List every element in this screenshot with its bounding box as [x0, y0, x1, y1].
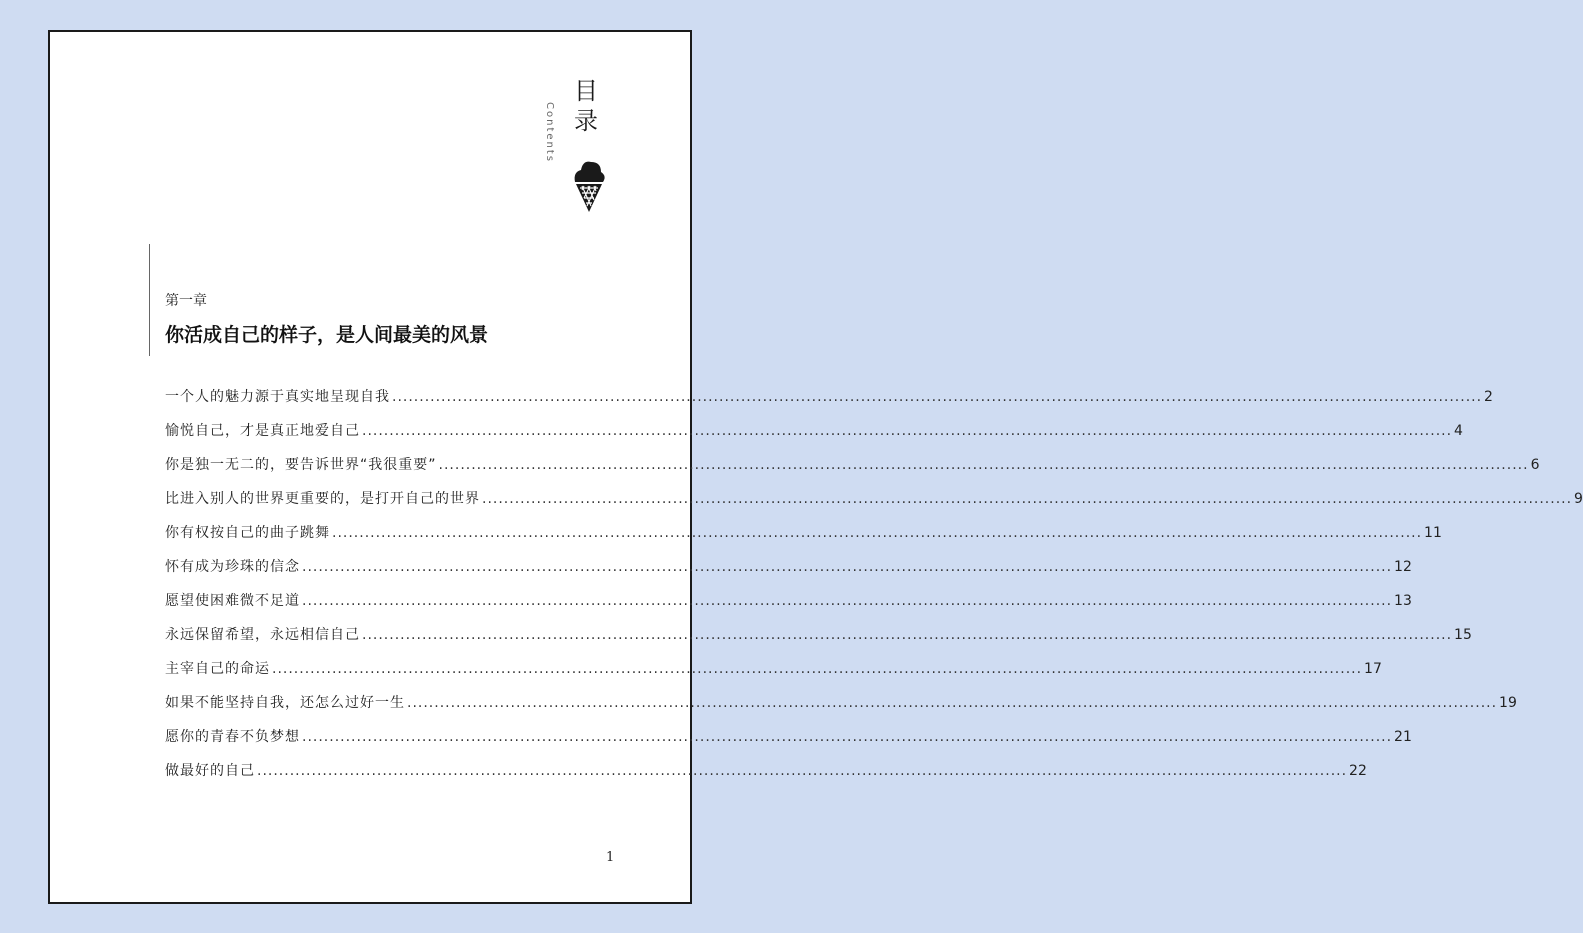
- toc-entry[interactable]: [165, 624, 1472, 658]
- toc-entry-title: 愿望使困难微不足道: [165, 593, 300, 609]
- toc-leader-dots: ........................................................................................................................................................................................................: [482, 491, 1573, 507]
- toc-leader-dots: ........................................................................................................................................................................................................: [332, 525, 1423, 541]
- book-page: [48, 30, 1583, 904]
- toc-entry-title: 比进入别人的世界更重要的，是打开自己的世界: [165, 491, 480, 507]
- toc-entry[interactable]: [165, 522, 1442, 556]
- toc-subtitle: Contents: [544, 102, 555, 163]
- toc-entry-page: 15: [1454, 627, 1472, 643]
- toc-entry[interactable]: [165, 386, 1493, 420]
- toc-entry-title: 愿你的青春不负梦想: [165, 729, 300, 745]
- toc-entry-title: 怀有成为珍珠的信念: [165, 559, 300, 575]
- ice-cream-icon: [571, 158, 607, 214]
- toc-entry-title: 你有权按自己的曲子跳舞: [165, 525, 330, 541]
- chapter-label: 第一章: [165, 293, 207, 309]
- toc-entry[interactable]: [165, 658, 1382, 692]
- toc-entry[interactable]: [165, 420, 1463, 454]
- toc-entry-page: 17: [1364, 661, 1382, 677]
- toc-entry-title: 做最好的自己: [165, 763, 255, 779]
- toc-entry-title: 你是独一无二的，要告诉世界“我很重要”: [165, 457, 437, 473]
- toc-entry-page: 4: [1454, 423, 1463, 439]
- toc-entry[interactable]: [165, 454, 1540, 488]
- toc-entry-page: 9: [1574, 491, 1583, 507]
- toc-leader-dots: ........................................................................................................................................................................................................: [302, 729, 1393, 745]
- toc-entry-page: 21: [1394, 729, 1412, 745]
- page-number: 1: [606, 850, 615, 865]
- toc-leader-dots: ........................................................................................................................................................................................................: [438, 457, 1529, 473]
- toc-heading-char: 目: [574, 77, 598, 105]
- toc-leader-dots: ........................................................................................................................................................................................................: [302, 559, 1393, 575]
- toc-leader-dots: ........................................................................................................................................................................................................: [407, 695, 1498, 711]
- toc-entry[interactable]: [165, 726, 1412, 760]
- chapter-rule: [149, 244, 150, 356]
- toc-entry-page: 22: [1349, 763, 1367, 779]
- toc-leader-dots: ........................................................................................................................................................................................................: [362, 423, 1453, 439]
- toc-entry-page: 2: [1484, 389, 1493, 405]
- toc-leader-dots: ........................................................................................................................................................................................................: [272, 661, 1363, 677]
- toc-entry[interactable]: [165, 692, 1517, 726]
- toc-entry-title: 主宰自己的命运: [165, 661, 270, 677]
- toc-entry-page: 11: [1424, 525, 1442, 541]
- toc-leader-dots: ........................................................................................................................................................................................................: [302, 593, 1393, 609]
- toc-entry-title: 愉悦自己，才是真正地爱自己: [165, 423, 360, 439]
- toc-entry[interactable]: [165, 760, 1367, 794]
- toc-leader-dots: ........................................................................................................................................................................................................: [257, 763, 1348, 779]
- toc-entry[interactable]: [165, 590, 1412, 624]
- toc-entry[interactable]: [165, 488, 1583, 522]
- toc-entry-title: 永远保留希望，永远相信自己: [165, 627, 360, 643]
- toc-entry-page: 13: [1394, 593, 1412, 609]
- toc-entry-page: 12: [1394, 559, 1412, 575]
- toc-heading-char: 录: [574, 107, 598, 135]
- toc-list: [165, 386, 1583, 794]
- toc-entry-page: 6: [1530, 457, 1540, 473]
- toc-entry-title: 一个人的魅力源于真实地呈现自我: [165, 389, 390, 405]
- toc-entry[interactable]: [165, 556, 1412, 590]
- toc-leader-dots: ........................................................................................................................................................................................................: [362, 627, 1453, 643]
- toc-heading: [574, 76, 604, 136]
- toc-leader-dots: ........................................................................................................................................................................................................: [392, 389, 1483, 405]
- chapter-title: 你活成自己的样子，是人间最美的风景: [165, 324, 489, 346]
- toc-entry-page: 19: [1499, 695, 1517, 711]
- toc-entry-title: 如果不能坚持自我，还怎么过好一生: [165, 695, 405, 711]
